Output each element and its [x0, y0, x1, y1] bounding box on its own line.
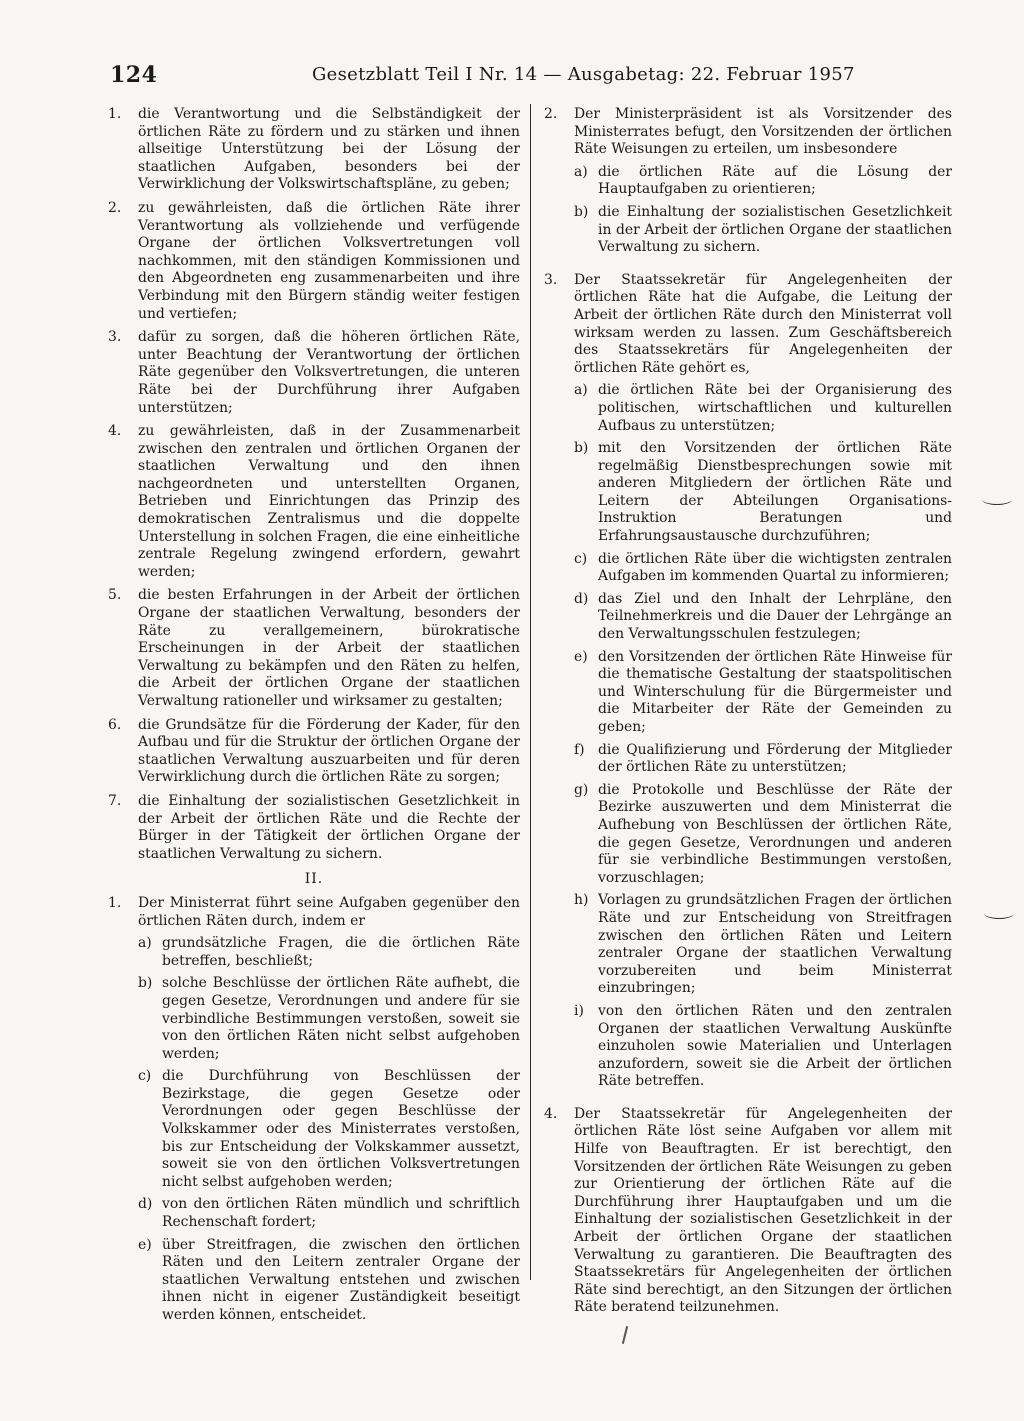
sub-list: [574, 382, 952, 1091]
margin-mark: [982, 494, 1012, 505]
sub-list: [138, 935, 520, 1324]
sub-item: e) über Streitfragen, die zwischen den örtlichen Räten und den Leitern zentraler Organe der staatlichen Verwaltung entstehen und zwischen ihnen nicht in eigener Zuständigkeit beseitigt werden können, entscheidet.: [138, 1236, 520, 1323]
list-item: 1. Der Ministerrat führt seine Aufgaben gegenüber den örtlichen Räten durch, indem er a) grundsätzliche Fragen, die die örtlichen Räte betreffen, beschließt; b) solche Beschlüsse der örtlichen Räte aufhebt, die gegen Gesetze, Verordnungen und andere für sie verbindliche Bestimmungen verstoßen, soweit sie von den örtlichen Räten nicht selbst aufgehoben werden; c) die Durchführung von Beschlüssen der Bezirkstage, die gegen Gesetze oder Verordnungen oder gegen Beschlüsse der Volkskammer oder des Ministerrates verstoßen, bis zur Entscheidung der Volkskammer aussetzt, soweit sie von den örtlichen Volksvertretungen nicht selbst aufgehoben werden; d) von den örtlichen Räten mündlich und schriftlich Rechenschaft fordert; e) über Streitfragen, die zwischen den örtlichen Räten und den Leitern zentraler Organe der staatlichen Verwaltung entstehen und zwischen ihnen nicht in eigener Zuständigkeit beseitigt werden können, entscheidet.: [108, 894, 520, 1323]
column-divider: [530, 104, 531, 1280]
sub-item: c) die Durchführung von Beschlüssen der Bezirkstage, die gegen Gesetze oder Verordnungen oder gegen Beschlüsse der Volkskammer oder des Ministerrates verstoßen, bis zur Entscheidung der Volkskammer aussetzt, soweit sie von den örtlichen Volksvertretungen nicht selbst aufgehoben werden;: [138, 1068, 520, 1190]
list-item: 6. die Grundsätze für die Förderung der Kader, für den Aufbau und für die Struktur der örtlichen Organe der staatlichen Verwaltung auszuarbeiten und für deren Verwirklichung durch die örtlichen Räte zu sorgen;: [108, 716, 520, 786]
sub-list: [574, 164, 952, 257]
sub-item: e) den Vorsitzenden der örtlichen Räte Hinweise für die thematische Gestaltung der staatspolitischen und Winterschulung für die Bürgermeister und die Mitarbeiter der Räte der Gemeinden zu geben;: [574, 648, 952, 735]
sub-item: f) die Qualifizierung und Förderung der Mitglieder der örtlichen Räte zu unterstützen;: [574, 741, 952, 776]
stray-mark: [622, 1326, 628, 1344]
list-item: 7. die Einhaltung der sozialistischen Gesetzlichkeit in der Arbeit der örtlichen Räte und die Rechte der Bürger in der Tätigkeit der örtlichen Organe der staatlichen Verwaltung zu sichern.: [108, 792, 520, 862]
margin-mark: [984, 908, 1014, 919]
sub-item: a) die örtlichen Räte bei der Organisierung des politischen, wirtschaftlichen und kulturellen Aufbaus zu unterstützen;: [574, 382, 952, 434]
sub-item: b) mit den Vorsitzenden der örtlichen Räte regelmäßig Dienstbesprechungen sowie mit anderen Mitgliedern der örtlichen Räte und Leitern der Abteilungen Organisations-Instruktion Beratungen und Erfahrungsaustausche durchzuführen;: [574, 440, 952, 545]
sub-item: g) die Protokolle und Beschlüsse der Räte der Bezirke auszuwerten und dem Ministerrat die Aufhebung von Beschlüssen der örtlichen Räte, die gegen Gesetze, Verordnungen und anderen für sie verbindliche Bestimmungen verstoßen, vorzuschlagen;: [574, 781, 952, 886]
sub-item: a) die örtlichen Räte auf die Lösung der Hauptaufgaben zu orientieren;: [574, 163, 952, 198]
left-column: [108, 106, 520, 1336]
list-item: 3. dafür zu sorgen, daß die höheren örtlichen Räte, unter Beachtung der Verantwortung der örtlichen Räte gegenüber den Volksvertretungen, die unteren Räte bei der Durchführung ihrer Aufgaben unterstützen;: [108, 329, 520, 416]
list-item: 3. Der Staatssekretär für Angelegenheiten der örtlichen Räte hat die Aufgabe, die Leitung der Arbeit der örtlichen Räte durch den Ministerrat voll wirksam werden zu lassen. Zum Geschäftsbereich des Staatssekretärs für Angelegenheiten der örtlichen Räte gehört es, a) die örtlichen Räte bei der Organisierung des politischen, wirtschaftlichen und kulturellen Aufbaus zu unterstützen; b) mit den Vorsitzenden der örtlichen Räte regelmäßig Dienstbesprechungen sowie mit anderen Mitgliedern der örtlichen Räte und Leitern der Abteilungen Organisations-Instruktion Beratungen und Erfahrungsaustausche durchzuführen; c) die örtlichen Räte über die wichtigsten zentralen Aufgaben im kommenden Quartal zu informieren; d) das Ziel und den Inhalt der Lehrpläne, den Teilnehmerkreis und die Dauer der Lehrgänge an den Verwaltungsschulen festzulegen; e) den Vorsitzenden der örtlichen Räte Hinweise für die thematische Gestaltung der staatspolitischen und Winterschulung für die Bürgermeister und die Mitarbeiter der Räte der Gemeinden zu geben; f) die Qualifizierung und Förderung der Mitglieder der örtlichen Räte zu unterstützen; g) die Protokolle und Beschlüsse der Räte der Bezirke auszuwerten und dem Ministerrat die Aufhebung von Beschlüssen der örtlichen Räte, die gegen Gesetze, Verordnungen und anderen für sie verbindliche Bestimmungen verstoßen, vorzuschlagen; h) Vorlagen zu grundsätzlichen Fragen der örtlichen Räte und zur Entscheidung von Streitfragen zwischen den örtlichen Räten und Leitern zentraler Organe der staatlichen Verwaltung vorzubereiten und beim Ministerrat einzubringen; i) von den örtlichen Räten und den zentralen Organen der staatlichen Verwaltung Auskünfte einzuholen sowie Materialien und Unterlagen anzufordern, soweit sie die Arbeit der örtlichen Räte betreffen.: [544, 271, 952, 1090]
page-number: 124: [110, 62, 158, 88]
sub-item: b) die Einhaltung der sozialistischen Gesetzlichkeit in der Arbeit der örtlichen Organe der staatlichen Verwaltung zu sichern.: [574, 203, 952, 256]
sub-item: h) Vorlagen zu grundsätzlichen Fragen der örtlichen Räte und zur Entscheidung von Streitfragen zwischen den örtlichen Räten und Leitern zentraler Organe der staatlichen Verwaltung vorzubereiten und beim Ministerrat einzubringen;: [574, 892, 952, 997]
list-item: 5. die besten Erfahrungen in der Arbeit der örtlichen Organe der staatlichen Verwaltung, besonders der Räte zu verallgemeinern, bürokratische Erscheinungen in der Arbeit der staatlichen Verwaltung zu bekämpfen und den Räten zu helfen, die Arbeit der örtlichen Organe der staatlichen Verwaltung rationeller und wirksamer zu gestalten;: [108, 587, 520, 709]
sub-item: a) grundsätzliche Fragen, die die örtlichen Räte betreffen, beschließt;: [138, 935, 520, 969]
sub-item: d) das Ziel und den Inhalt der Lehrpläne, den Teilnehmerkreis und die Dauer der Lehrgänge an den Verwaltungsschulen festzulegen;: [574, 590, 952, 643]
sub-item: d) von den örtlichen Räten mündlich und schriftlich Rechenschaft fordert;: [138, 1196, 520, 1231]
list-item: 2. Der Ministerpräsident ist als Vorsitzender des Ministerrates befugt, den Vorsitzenden der örtlichen Räte Weisungen zu erteilen, um insbesondere a) die örtlichen Räte auf die Lösung der Hauptaufgaben zu orientieren; b) die Einhaltung der sozialistischen Gesetzlichkeit in der Arbeit der örtlichen Organe der staatlichen Verwaltung zu sichern.: [544, 106, 952, 256]
list-item: 4. zu gewährleisten, daß in der Zusammenarbeit zwischen den zentralen und örtlichen Organen der staatlichen Verwaltung und den ihnen nachgeordneten und unterstellten Organen, Betrieben und Einrichtungen das Prinzip des demokratischen Zentralismus und die doppelte Unterstellung in solchen Fragen, die eine einheitliche zentrale Regelung zwingend erfordern, gewahrt werden;: [108, 423, 520, 580]
sub-item: c) die örtlichen Räte über die wichtigsten zentralen Aufgaben im kommenden Quartal zu informieren;: [574, 550, 952, 585]
list-item: 4. Der Staatssekretär für Angelegenheiten der örtlichen Räte löst seine Aufgaben vor allem mit Hilfe von Beauftragten. Er ist berechtigt, den Vorsitzenden der örtlichen Räte Weisungen zu geben zur Orientierung der örtlichen Räte auf die Durchführung ihrer Hauptaufgaben und um die Einhaltung der sozialistischen Gesetzlichkeit in der Arbeit der örtlichen Organe der staatlichen Verwaltung zu garantieren. Die Beauftragten des Staatssekretärs für Angelegenheiten der örtlichen Räte sind berechtigt, an den Sitzungen der örtlichen Räte beratend teilzunehmen.: [544, 1105, 952, 1316]
section-heading: II.: [304, 871, 324, 888]
sub-item: b) solche Beschlüsse der örtlichen Räte aufhebt, die gegen Gesetze, Verordnungen und andere für sie verbindliche Bestimmungen verstoßen, soweit sie von den örtlichen Räten nicht selbst aufgehoben werden;: [138, 975, 520, 1062]
list-item: 2. zu gewährleisten, daß die örtlichen Räte ihrer Verantwortung als vollziehende und verfügende Organe der örtlichen Volksvertretungen voll nachkommen, mit den ständigen Kommissionen und den Abgeordneten eng zusammenarbeiten und ihre Verbindung mit den Bürgern ständig weiter festigen und vertiefen;: [108, 199, 520, 322]
list-item: 1. die Verantwortung und die Selbständigkeit der örtlichen Räte zu fördern und zu stärken und ihnen allseitige Unterstützung bei der Lösung der staatlichen Aufgaben, besonders bei der Verwirklichung der Volkswirtschaftspläne, zu geben;: [108, 106, 520, 193]
sub-item: i) von den örtlichen Räten und den zentralen Organen der staatlichen Verwaltung Auskünfte einzuholen sowie Materialien und Unterlagen anzufordern, soweit sie die Arbeit der örtlichen Räte betreffen.: [574, 1002, 952, 1090]
right-column: [544, 106, 952, 1327]
running-head: Gesetzblatt Teil I Nr. 14 — Ausgabetag: 22. Februar 1957: [312, 64, 855, 85]
